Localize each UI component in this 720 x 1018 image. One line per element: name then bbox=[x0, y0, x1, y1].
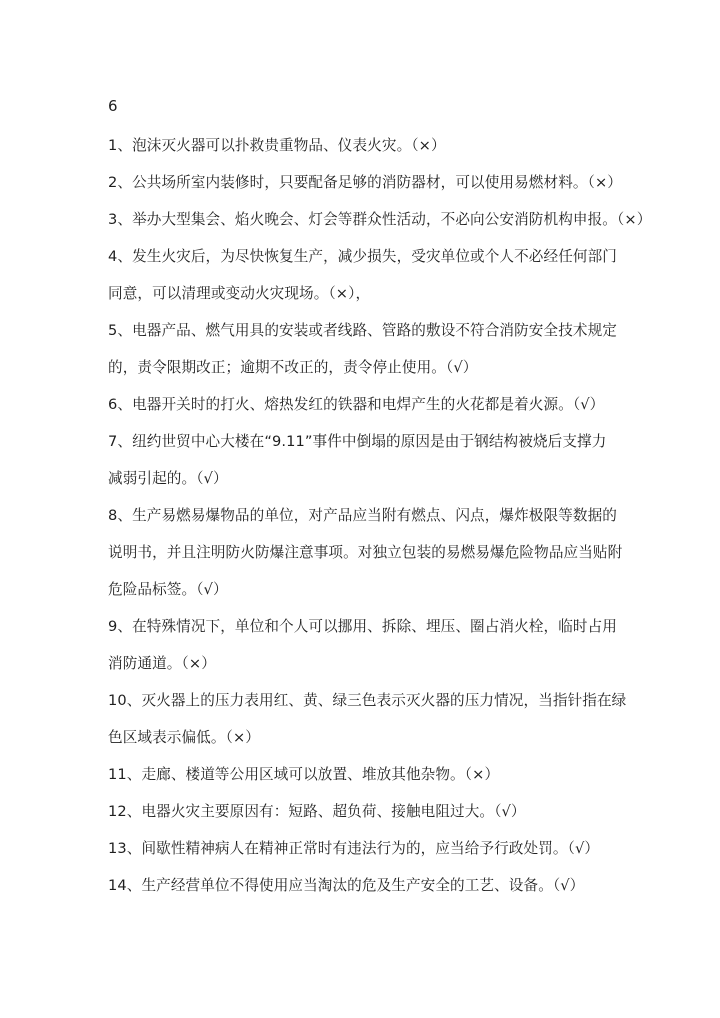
question-item bbox=[108, 836, 613, 862]
question-text-line: 1、泡沫灭火器可以扑救贵重物品、仪表火灾。（×） bbox=[108, 137, 446, 154]
question-text-line: 色区域表示偏低。（×） bbox=[108, 729, 260, 746]
question-text-line: 6、电器开关时的打火、熔热发红的铁器和电焊产生的火花都是着火源。（√） bbox=[108, 396, 605, 413]
question-text-line: 12、电器火灾主要原因有：短路、超负荷、接触电阻过大。（√） bbox=[108, 803, 526, 820]
question-text-line: 7、纽约世贸中心大楼在“9.11”事件中倒塌的原因是由于钢结构被烧后支撑力 bbox=[108, 433, 607, 450]
question-text-line: 14、生产经营单位不得使用应当淘汰的危及生产安全的工艺、设备。（√） bbox=[108, 877, 585, 894]
question-text-line: 减弱引起的。（√） bbox=[108, 470, 228, 487]
question-item bbox=[108, 762, 613, 788]
question-item bbox=[108, 170, 623, 196]
question-item bbox=[108, 207, 652, 233]
question-item bbox=[108, 244, 617, 307]
question-item bbox=[108, 614, 617, 677]
question-text-line: 10、灭火器上的压力表用红、黄、绿三色表示灭火器的压力情况，当指针指在绿 bbox=[108, 692, 627, 709]
question-item bbox=[108, 318, 617, 381]
question-text-line: 4、发生火灾后，为尽快恢复生产，减少损失，受灾单位或个人不必经任何部门 bbox=[108, 248, 617, 265]
question-item bbox=[108, 688, 627, 751]
question-text-line: 2、公共场所室内装修时，只要配备足够的消防器材，可以使用易燃材料。（×） bbox=[108, 174, 623, 191]
question-item bbox=[108, 873, 613, 899]
question-text-line: 消防通道。（×） bbox=[108, 655, 216, 672]
question-text-line: 11、走廊、楼道等公用区域可以放置、堆放其他杂物。（×） bbox=[108, 766, 500, 783]
question-item bbox=[108, 503, 623, 603]
question-text-line: 3、举办大型集会、焰火晚会、灯会等群众性活动，不必向公安消防机构申报。（×） bbox=[108, 211, 652, 228]
question-text-line: 的，责令限期改正；逾期不改正的，责令停止使用。（√） bbox=[108, 359, 478, 376]
question-item bbox=[108, 429, 613, 492]
question-text-line: 9、在特殊情况下，单位和个人可以挪用、拆除、埋压、圈占消火栓，临时占用 bbox=[108, 618, 617, 635]
question-text-line: 同意，可以清理或变动火灾现场。（×）， bbox=[108, 285, 371, 302]
question-item bbox=[108, 133, 613, 159]
page-number: 6 bbox=[108, 97, 118, 115]
question-item bbox=[108, 392, 613, 418]
question-text-line: 5、电器产品、燃气用具的安装或者线路、管路的敷设不符合消防安全技术规定 bbox=[108, 322, 617, 339]
question-text-line: 13、间歇性精神病人在精神正常时有违法行为的，应当给予行政处罚。（√） bbox=[108, 840, 600, 857]
question-text-line: 危险品标签。（√） bbox=[108, 581, 228, 598]
question-item bbox=[108, 799, 613, 825]
question-text-line: 说明书，并且注明防火防爆注意事项。对独立包装的易燃易爆危险物品应当贴附 bbox=[108, 544, 623, 561]
question-list bbox=[108, 133, 652, 910]
question-text-line: 8、生产易燃易爆物品的单位，对产品应当附有燃点、闪点，爆炸极限等数据的 bbox=[108, 507, 617, 524]
